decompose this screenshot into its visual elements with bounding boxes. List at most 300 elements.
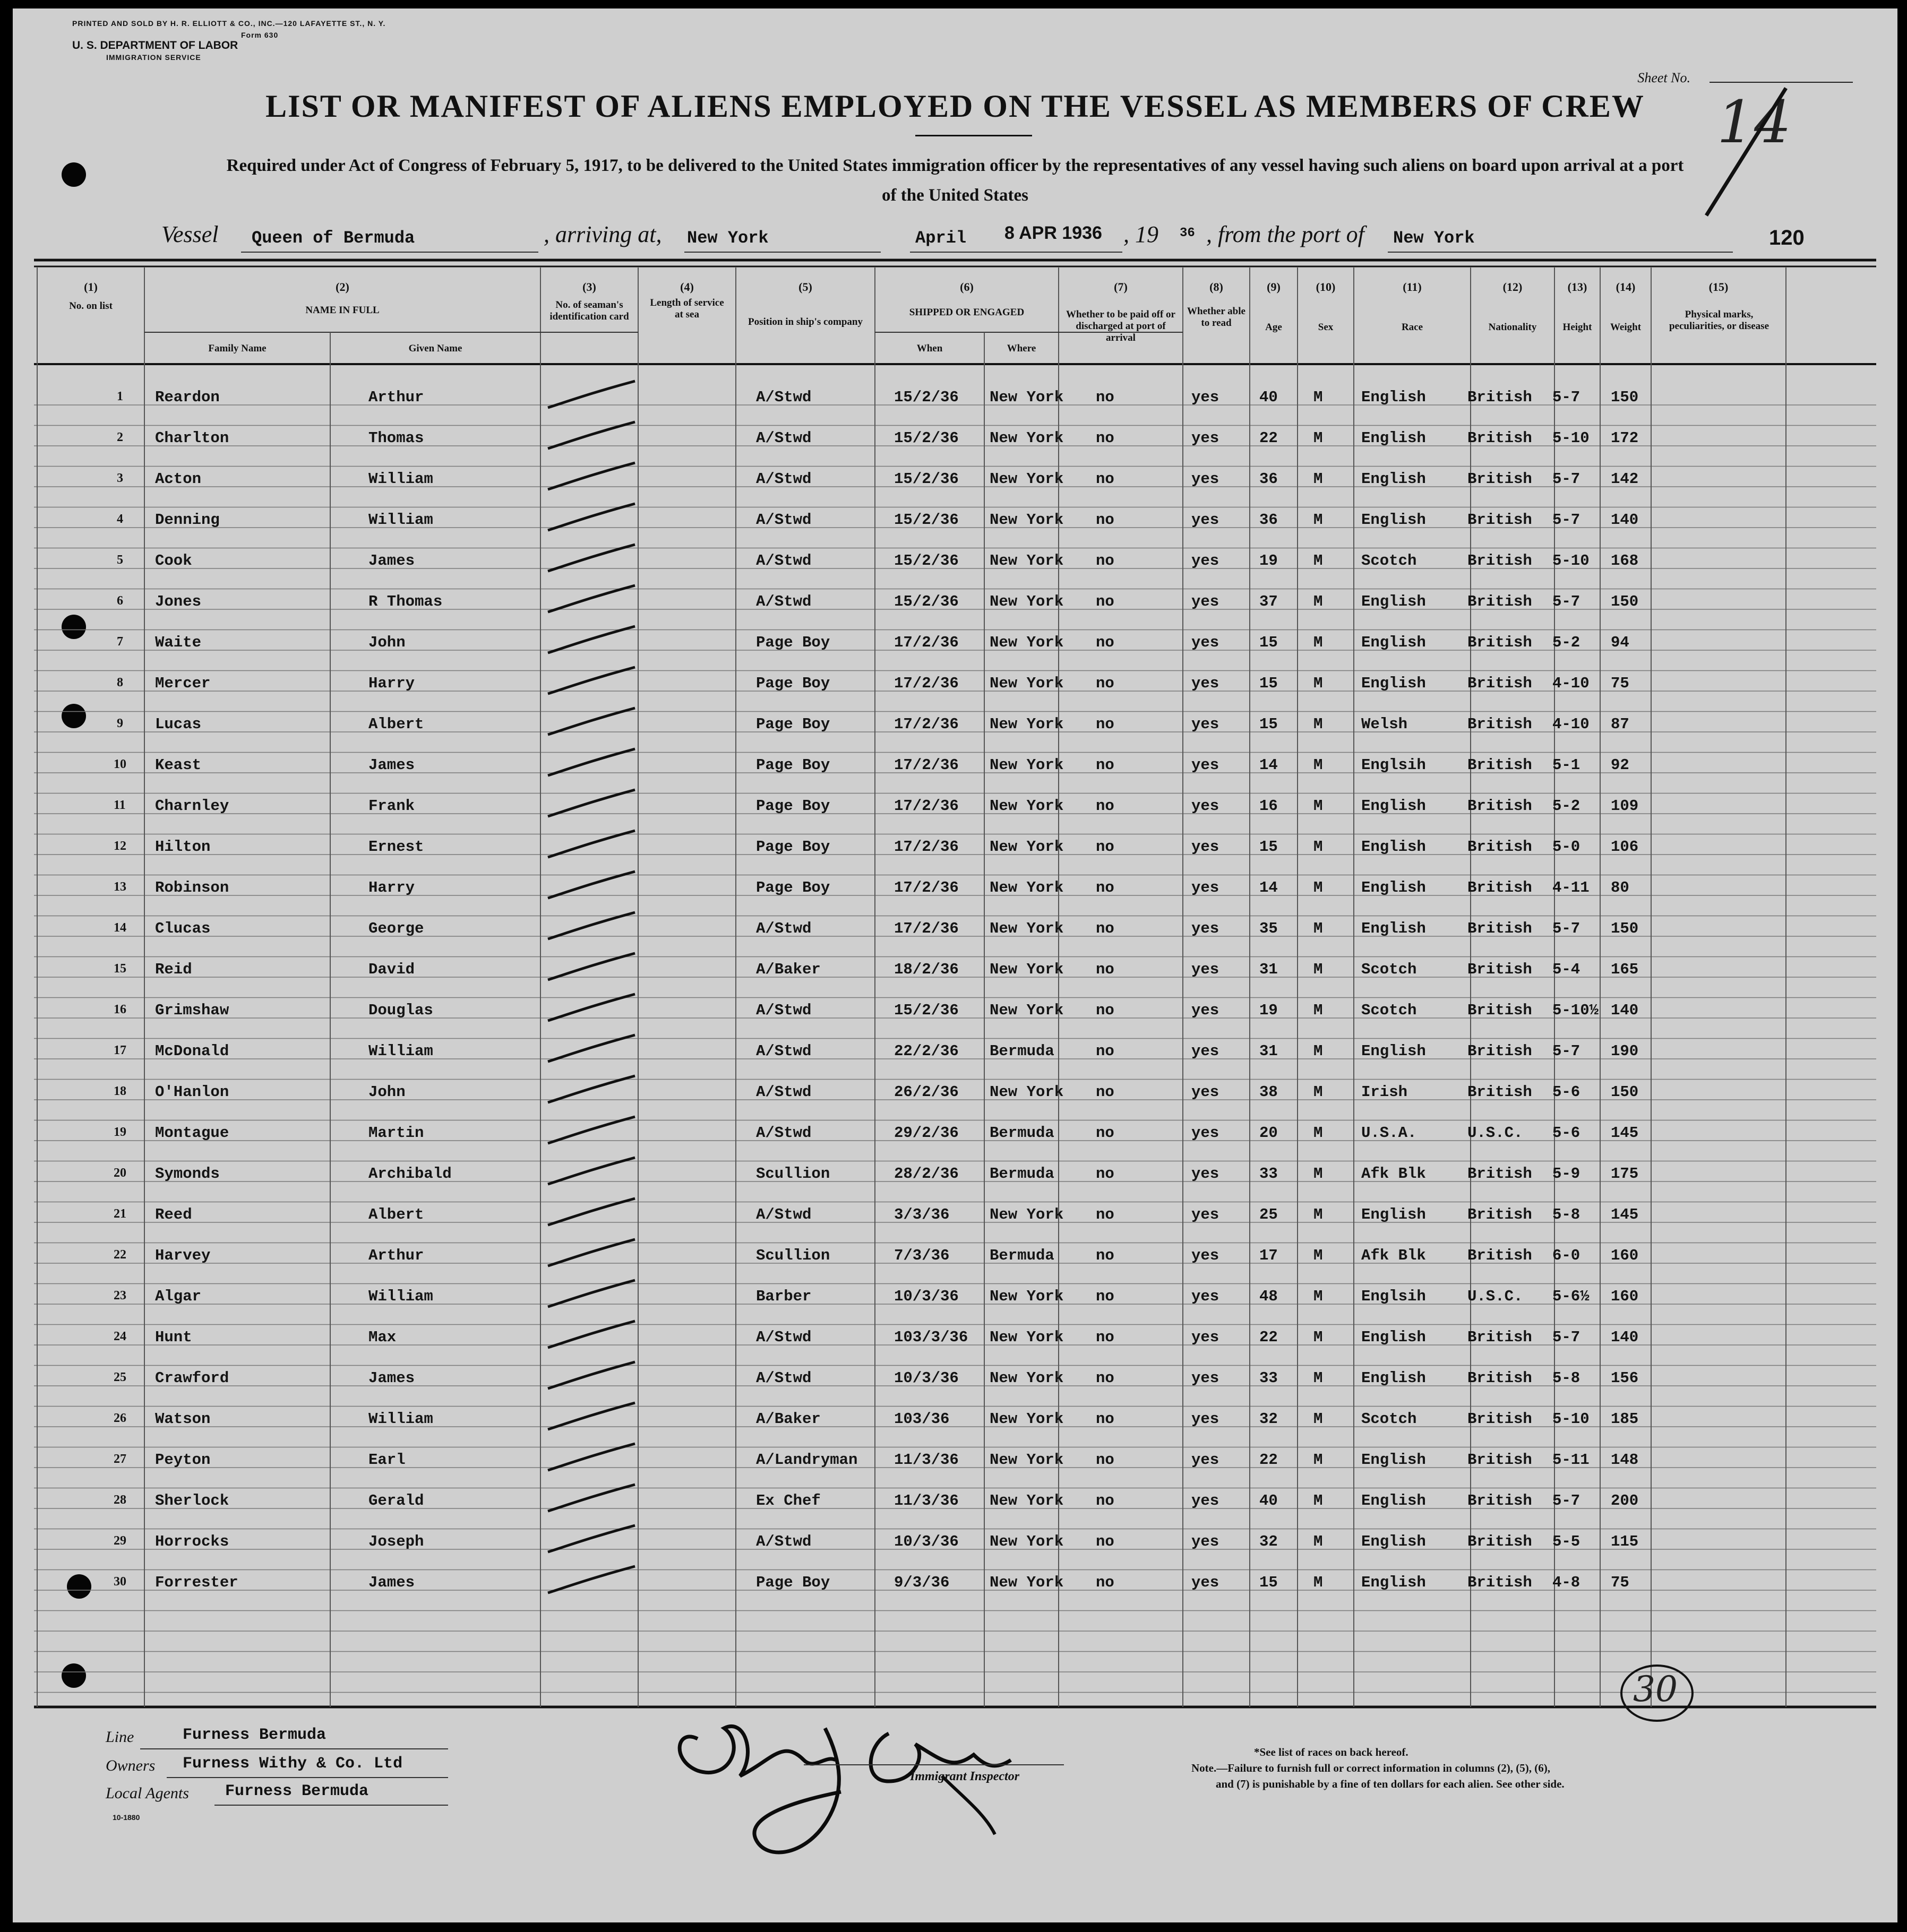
family-name: Hilton [155,838,211,856]
line-value: Furness Bermuda [183,1726,327,1744]
family-name: Watson [155,1410,211,1428]
row-number: 20 [114,1166,126,1180]
given-name: William [368,1288,433,1305]
nationality: British [1467,552,1532,570]
nationality: British [1467,1410,1532,1428]
arriving-port: New York [687,228,769,248]
position: A/Stwd [756,1206,812,1223]
age: 17 [1259,1247,1278,1264]
race: English [1361,838,1426,856]
age: 40 [1259,1492,1278,1510]
age: 25 [1259,1206,1278,1223]
paid-off: no [1096,1533,1114,1550]
position: Page Boy [756,634,830,651]
nationality: U.S.C. [1467,1288,1523,1305]
given-name: George [368,920,424,937]
race: Scotch [1361,961,1417,978]
age: 48 [1259,1288,1278,1305]
given-name: James [368,756,415,774]
id-card-check-mark [544,908,639,945]
paid-off: no [1096,1451,1114,1469]
sex: M [1313,593,1323,610]
shipped-when: 17/2/36 [894,879,959,896]
paid-off: no [1096,1083,1114,1101]
height: 5-1 [1552,756,1580,774]
paid-off: no [1096,511,1114,529]
manifest-sheet [12,7,1899,1924]
sex: M [1313,429,1323,447]
position: Scullion [756,1247,830,1264]
inspector-label: Immigrant Inspector [910,1770,1020,1783]
nationality: British [1467,1329,1532,1346]
header-nationality: Nationality [1488,322,1537,333]
race: U.S.A. [1361,1124,1417,1142]
paid-off: no [1096,593,1114,610]
printer-imprint: PRINTED AND SOLD BY H. R. ELLIOTT & CO., INC.—120 LAFAYETTE ST., N. Y. [72,19,386,28]
paid-off: no [1096,879,1114,896]
sheet-number-label: Sheet No. [1637,70,1690,85]
header-name-in-full: NAME IN FULL [305,305,380,316]
department-name: U. S. DEPARTMENT OF LABOR [72,39,238,51]
header-given-name: Given Name [408,343,462,354]
weight: 168 [1611,552,1639,570]
row-number: 25 [114,1370,126,1384]
stamp-number: 120 [1769,226,1805,249]
year-suffix: 36 [1180,226,1195,240]
given-name: William [368,511,433,529]
weight: 145 [1611,1206,1639,1223]
weight: 150 [1611,389,1639,406]
weight: 175 [1611,1165,1639,1183]
age: 15 [1259,675,1278,692]
paid-off: no [1096,470,1114,488]
race: English [1361,511,1426,529]
able-to-read: yes [1191,1247,1219,1264]
able-to-read: yes [1191,1206,1219,1223]
nationality: British [1467,1574,1532,1591]
id-card-check-mark [544,1112,639,1150]
able-to-read: yes [1191,511,1219,529]
position: A/Stwd [756,552,812,570]
shipped-when: 18/2/36 [894,961,959,978]
given-name: Douglas [368,1002,433,1019]
family-name: Symonds [155,1165,220,1183]
nationality: British [1467,879,1532,896]
header-position: Position in ship's company [748,316,863,327]
shipped-where: Bermuda [990,1247,1054,1264]
paid-off: no [1096,715,1114,733]
family-name: Acton [155,470,202,488]
local-agents-underline [214,1805,448,1806]
race: English [1361,1042,1426,1060]
family-name: Harvey [155,1247,211,1264]
circled-count: 30 [1633,1669,1678,1710]
height: 5-7 [1552,470,1580,488]
shipped-when: 28/2/36 [894,1165,959,1183]
able-to-read: yes [1191,838,1219,856]
shipped-when: 11/3/36 [894,1451,959,1469]
nationality: British [1467,634,1532,651]
nationality: British [1467,511,1532,529]
weight: 75 [1611,1574,1629,1591]
given-name: Arthur [368,1247,424,1264]
row-number: 19 [114,1125,126,1139]
given-name: Martin [368,1124,424,1142]
id-card-check-mark [544,704,639,741]
arrival-date-stamp: 8 APR 1936 [1004,223,1102,243]
position: A/Stwd [756,429,812,447]
race: English [1361,593,1426,610]
paid-off: no [1096,1492,1114,1510]
age: 32 [1259,1533,1278,1550]
height: 5-8 [1552,1206,1580,1223]
height: 4-8 [1552,1574,1580,1591]
age: 15 [1259,715,1278,733]
id-card-check-mark [544,540,639,577]
weight: 150 [1611,920,1639,937]
column-number: (14) [1616,280,1636,294]
given-name: R Thomas [368,593,443,610]
height: 5-11 [1552,1451,1590,1469]
given-name: James [368,1574,415,1591]
race: English [1361,1451,1426,1469]
race: English [1361,429,1426,447]
family-name: Crawford [155,1369,229,1387]
able-to-read: yes [1191,797,1219,815]
age: 22 [1259,1451,1278,1469]
nationality: British [1467,756,1532,774]
shipped-when: 11/3/36 [894,1492,959,1510]
header-age: Age [1265,322,1282,333]
sex: M [1313,1410,1323,1428]
shipped-when: 15/2/36 [894,552,959,570]
able-to-read: yes [1191,1574,1219,1591]
nationality: British [1467,1083,1532,1101]
paid-off: no [1096,797,1114,815]
weight: 160 [1611,1247,1639,1264]
family-name: Peyton [155,1451,211,1469]
paid-off: no [1096,920,1114,937]
id-card-check-mark [544,1439,639,1477]
row-number: 22 [114,1248,126,1262]
local-agents-label: Local Agents [106,1784,189,1802]
given-name: Albert [368,1206,424,1223]
shipped-when: 17/2/36 [894,838,959,856]
able-to-read: yes [1191,1492,1219,1510]
family-name: Reardon [155,389,220,406]
id-card-check-mark [544,949,639,986]
shipped-where: New York [990,1329,1064,1346]
weight: 165 [1611,961,1639,978]
race: English [1361,1206,1426,1223]
row-number: 23 [114,1289,126,1303]
row-number: 30 [114,1575,126,1589]
row-number: 5 [117,553,123,567]
nationality: British [1467,797,1532,815]
id-card-check-mark [544,1072,639,1109]
shipped-where: New York [990,634,1064,651]
shipped-where: New York [990,1206,1064,1223]
id-card-check-mark [544,1153,639,1191]
race: English [1361,1329,1426,1346]
sheet-number: 14 [1717,88,1791,156]
race: English [1361,1574,1426,1591]
weight: 87 [1611,715,1629,733]
position: Ex Chef [756,1492,821,1510]
row-number: 13 [114,880,126,894]
column-number: (7) [1114,280,1128,294]
row-number: 18 [114,1084,126,1098]
given-name: John [368,1083,406,1101]
nationality: British [1467,838,1532,856]
able-to-read: yes [1191,715,1219,733]
height: 5-10 [1552,429,1590,447]
position: Page Boy [756,1574,830,1591]
height: 5-7 [1552,1329,1580,1346]
race: English [1361,797,1426,815]
shipped-where: New York [990,1410,1064,1428]
id-card-check-mark [544,1235,639,1272]
height: 6-0 [1552,1247,1580,1264]
nationality: British [1467,593,1532,610]
position: A/Stwd [756,511,812,529]
id-card-check-mark [544,826,639,864]
row-number: 12 [114,839,126,853]
weight: 185 [1611,1410,1639,1428]
age: 35 [1259,920,1278,937]
height: 5-7 [1552,511,1580,529]
paid-off: no [1096,1288,1114,1305]
family-name: Algar [155,1288,202,1305]
position: Page Boy [756,879,830,896]
able-to-read: yes [1191,1042,1219,1060]
race: Irish [1361,1083,1408,1101]
row-number: 21 [114,1207,126,1221]
sex: M [1313,1369,1323,1387]
family-name: Charnley [155,797,229,815]
age: 16 [1259,797,1278,815]
able-to-read: yes [1191,1410,1219,1428]
able-to-read: yes [1191,1165,1219,1183]
family-name: Hunt [155,1329,192,1346]
nationality: U.S.C. [1467,1124,1523,1142]
nationality: British [1467,429,1532,447]
form-number: Form 630 [241,31,279,39]
shipped-where: New York [990,552,1064,570]
shipped-when: 10/3/36 [894,1533,959,1550]
age: 36 [1259,511,1278,529]
weight: 156 [1611,1369,1639,1387]
weight: 148 [1611,1451,1639,1469]
owners-label: Owners [106,1757,156,1774]
nationality: British [1467,961,1532,978]
given-name: Ernest [368,838,424,856]
height: 5-6 [1552,1083,1580,1101]
able-to-read: yes [1191,675,1219,692]
nationality: British [1467,920,1532,937]
shipped-where: New York [990,511,1064,529]
height: 5-7 [1552,389,1580,406]
sex: M [1313,552,1323,570]
header-paid-off: Whether to be paid off or discharged at port of arrival [1066,309,1175,343]
sex: M [1313,675,1323,692]
nationality: British [1467,1002,1532,1019]
shipped-where: New York [990,429,1064,447]
shipped-when: 10/3/36 [894,1288,959,1305]
paid-off: no [1096,389,1114,406]
shipped-when: 17/2/36 [894,675,959,692]
shipped-where: New York [990,1002,1064,1019]
id-card-check-mark [544,663,639,700]
header-shipped: SHIPPED OR ENGAGED [909,307,1025,318]
family-name: Charlton [155,429,229,447]
row-number: 24 [114,1330,126,1343]
shipped-when: 15/2/36 [894,429,959,447]
given-name: William [368,1042,433,1060]
age: 15 [1259,838,1278,856]
paid-off: no [1096,1042,1114,1060]
shipped-when: 17/2/36 [894,920,959,937]
penalty-note-1: Note.—Failure to furnish full or correct information in columns (2), (5), (6), [1191,1762,1550,1774]
sex: M [1313,1124,1323,1142]
family-name: O'Hanlon [155,1083,229,1101]
family-name: Mercer [155,675,211,692]
race: English [1361,879,1426,896]
age: 22 [1259,1329,1278,1346]
able-to-read: yes [1191,756,1219,774]
able-to-read: yes [1191,634,1219,651]
race: English [1361,1369,1426,1387]
position: A/Stwd [756,1002,812,1019]
given-name: Harry [368,879,415,896]
paid-off: no [1096,1247,1114,1264]
row-number: 10 [114,757,126,771]
height: 5-4 [1552,961,1580,978]
given-name: David [368,961,415,978]
header-length-service: Length of service at sea [650,297,724,320]
column-number: (10) [1316,280,1336,294]
sex: M [1313,634,1323,651]
id-card-check-mark [544,581,639,618]
weight: 109 [1611,797,1639,815]
family-name: Horrocks [155,1533,229,1550]
paid-off: no [1096,1206,1114,1223]
able-to-read: yes [1191,470,1219,488]
family-name: Clucas [155,920,211,937]
sex: M [1313,961,1323,978]
position: A/Stwd [756,1329,812,1346]
age: 36 [1259,470,1278,488]
line-underline [140,1748,448,1749]
paid-off: no [1096,1165,1114,1183]
sex: M [1313,1206,1323,1223]
able-to-read: yes [1191,429,1219,447]
column-number: (2) [336,280,349,294]
age: 15 [1259,634,1278,651]
column-number: (15) [1708,280,1729,294]
paid-off: no [1096,1002,1114,1019]
weight: 160 [1611,1288,1639,1305]
able-to-read: yes [1191,1002,1219,1019]
shipped-where: New York [990,920,1064,937]
weight: 115 [1611,1533,1639,1550]
id-card-check-mark [544,1031,639,1068]
weight: 140 [1611,511,1639,529]
shipped-where: New York [990,879,1064,896]
id-card-check-mark [544,459,639,496]
given-name: James [368,1369,415,1387]
given-name: Max [368,1329,397,1346]
row-number: 7 [117,635,123,649]
paid-off: no [1096,634,1114,651]
race: English [1361,634,1426,651]
able-to-read: yes [1191,1451,1219,1469]
given-name: Harry [368,675,415,692]
header-where: Where [1007,343,1036,354]
weight: 172 [1611,429,1639,447]
able-to-read: yes [1191,961,1219,978]
position: A/Landryman [756,1451,858,1469]
sex: M [1313,1329,1323,1346]
race: Englsih [1361,756,1426,774]
id-card-check-mark [544,622,639,659]
weight: 140 [1611,1329,1639,1346]
page-title: LIST OR MANIFEST OF ALIENS EMPLOYED ON THE VESSEL AS MEMBERS OF CREW [265,89,1645,124]
height: 5-6½ [1552,1288,1590,1305]
race: Scotch [1361,552,1417,570]
race: Afk Blk [1361,1247,1426,1264]
age: 22 [1259,429,1278,447]
paid-off: no [1096,1369,1114,1387]
id-card-check-mark [544,990,639,1027]
race: Afk Blk [1361,1165,1426,1183]
able-to-read: yes [1191,1288,1219,1305]
shipped-when: 15/2/36 [894,389,959,406]
shipped-when: 15/2/36 [894,593,959,610]
year-prefix: , 19 [1123,221,1158,247]
row-number: 16 [114,1003,126,1016]
id-card-check-mark [544,1399,639,1436]
age: 14 [1259,879,1278,896]
owners-value: Furness Withy & Co. Ltd [183,1755,403,1773]
header-family-name: Family Name [208,343,267,354]
sex: M [1313,1042,1323,1060]
family-name: Reid [155,961,192,978]
row-number: 6 [117,594,123,608]
column-number: (5) [798,280,812,294]
id-card-check-mark [544,786,639,823]
paid-off: no [1096,675,1114,692]
shipped-where: New York [990,470,1064,488]
race: English [1361,470,1426,488]
inspector-line [804,1764,1064,1765]
row-number: 8 [117,676,123,689]
sex: M [1313,1083,1323,1101]
shipped-when: 17/2/36 [894,756,959,774]
header-weight: Weight [1610,322,1642,333]
shipped-when: 17/2/36 [894,634,959,651]
header-id-card: No. of seaman's identification card [549,299,629,322]
local-agents-value: Furness Bermuda [225,1782,369,1800]
position: A/Stwd [756,1042,812,1060]
family-name: Keast [155,756,202,774]
given-name: James [368,552,415,570]
row-number: 29 [114,1534,126,1548]
subtitle-line-2: of the United States [882,186,1028,205]
sex: M [1313,1247,1323,1264]
height: 4-11 [1552,879,1590,896]
vessel-label: Vessel [161,221,219,247]
